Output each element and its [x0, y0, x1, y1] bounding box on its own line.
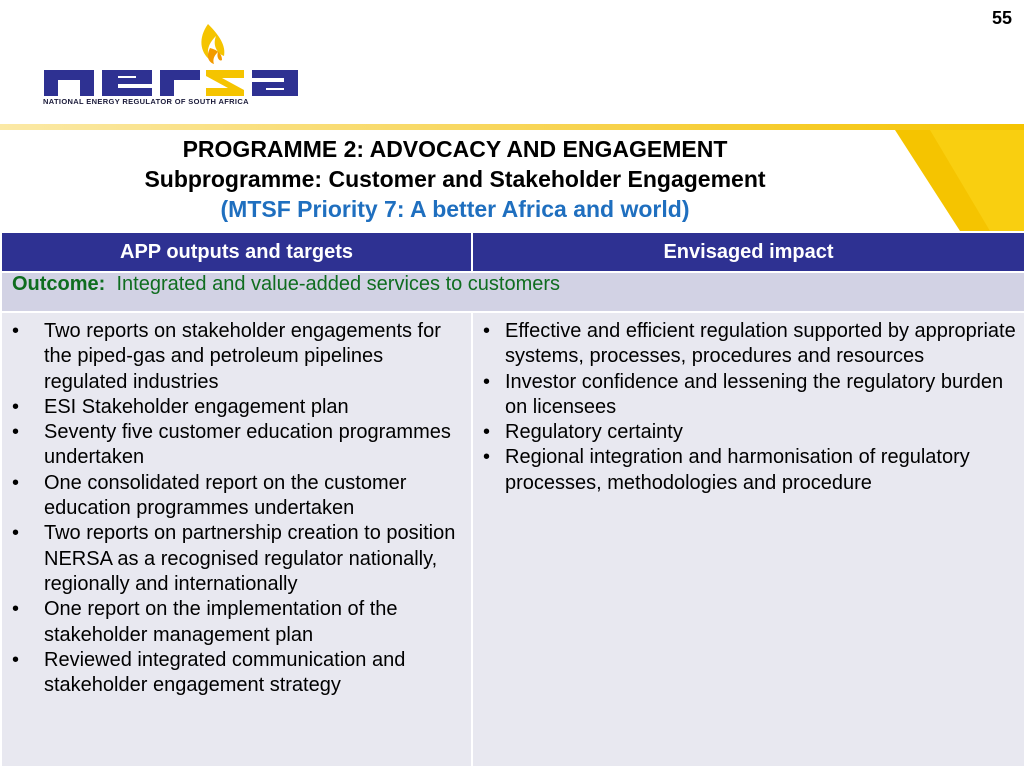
slide-titles [0, 134, 910, 224]
output-item: • Reviewed integrated communication and stakeholder engagement strategy [10, 648, 463, 699]
outputs-impact-table [0, 231, 1024, 768]
impact-item: • Effective and efficient regulation supported by appropriate systems, processes, procedures and resources [481, 319, 1016, 370]
header-outputs: APP outputs and targets [1, 232, 472, 272]
outcome-label: Outcome: [12, 273, 106, 295]
impacts-list [481, 319, 1016, 496]
outputs-cell [1, 312, 472, 767]
output-item: • One consolidated report on the customer education programmes undertaken [10, 471, 463, 522]
impacts-cell [472, 312, 1024, 767]
body-row [1, 312, 1024, 767]
impact-item: • Regulatory certainty [481, 420, 1016, 445]
header-impact: Envisaged impact [472, 232, 1024, 272]
output-item: • Two reports on partnership creation to position NERSA as a recognised regulator nationally, regionally and internationally [10, 521, 463, 597]
subprogramme-title: Subprogramme: Customer and Stakeholder Engagement [144, 166, 766, 192]
impact-item: • Regional integration and harmonisation of regulatory processes, methodologies and procedure [481, 445, 1016, 496]
nersa-logo-graphic [40, 18, 310, 98]
outputs-list [10, 319, 463, 698]
nersa-logo [40, 18, 310, 113]
output-item: • One report on the implementation of the stakeholder management plan [10, 597, 463, 648]
mtsf-priority: (MTSF Priority 7: A better Africa and world) [220, 196, 690, 222]
output-item: • Seventy five customer education programmes undertaken [10, 420, 463, 471]
output-item: • ESI Stakeholder engagement plan [10, 395, 463, 420]
programme-title: PROGRAMME 2: ADVOCACY AND ENGAGEMENT [182, 136, 728, 162]
outcome-text: Integrated and value-added services to customers [116, 273, 561, 295]
outcome-row [1, 272, 1024, 312]
outcome-cell [1, 272, 1024, 312]
impact-item: • Investor confidence and lessening the regulatory burden on licensees [481, 370, 1016, 421]
output-item: • Two reports on stakeholder engagements for the piped-gas and petroleum pipelines regulated industries [10, 319, 463, 395]
page-number: 55 [991, 8, 1012, 28]
logo-caption: NATIONAL ENERGY REGULATOR OF SOUTH AFRICA [43, 97, 249, 106]
